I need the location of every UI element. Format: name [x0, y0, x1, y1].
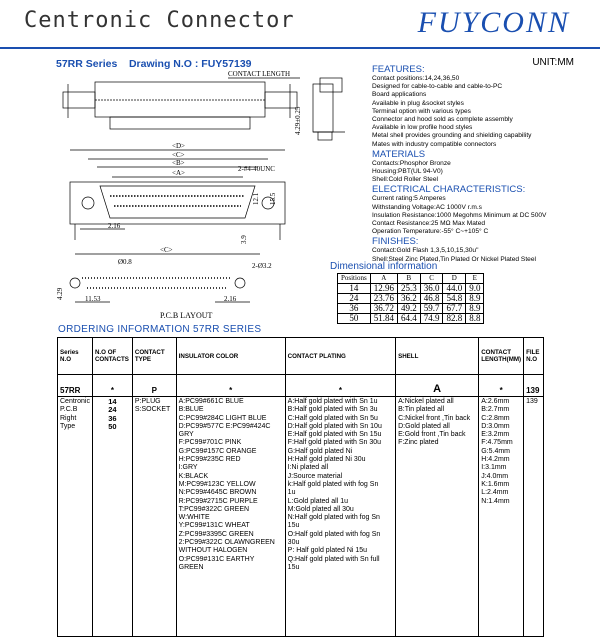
dimension-cell: 25.3 [397, 284, 420, 294]
dimension-cell: 46.8 [420, 294, 443, 304]
color-option: D:PC99#577C E:PC99#424C [178, 422, 271, 430]
shell-option: A:Nickel plated all [398, 398, 454, 405]
dimension-cell: 36.72 [370, 304, 397, 314]
color-option: H:PC99#235C RED [178, 456, 241, 464]
plating-option: k:Half gold plated with fog Sn [287, 480, 379, 488]
ordering-code-cell: * [92, 375, 132, 397]
contacts-option: 50 [108, 421, 117, 431]
shell-option: E:Gold front ,Tin back [398, 431, 466, 439]
pcb-dim-4-29: 4.29 [56, 287, 64, 300]
ordering-code-cell: 57RR [58, 375, 93, 397]
ordering-header-cell: FILE N.O [524, 338, 544, 375]
dimension-table [337, 273, 484, 324]
ordering-header-cell: N.O OF CONTACTS [92, 338, 132, 375]
dimension-cell: 44.0 [443, 284, 466, 294]
dimension-row [338, 314, 484, 324]
length-options [479, 397, 524, 637]
color-option: R:PC99#2715C PURPLE [178, 497, 258, 505]
ordering-header-cell: CONTACT LENGTH(MM) [479, 338, 524, 375]
color-option: O:PC99#131C EARTHY [178, 555, 255, 563]
dimension-header-cell: A [370, 274, 397, 284]
dimension-row [338, 284, 484, 294]
ordering-header-cell: CONTACT PLATING [285, 338, 395, 375]
brand-logo: FUYCONN [417, 6, 570, 39]
plating-option: F:Half gold plated with Sn 30u [287, 439, 382, 447]
pcb-hole-label: Ø0.8 [118, 258, 132, 266]
dim-b: <B> [172, 159, 185, 167]
dim-3-9: 3.9 [240, 235, 248, 244]
series-desc-line: P.C.B [60, 406, 78, 414]
length-option: I:3.1mm [481, 464, 507, 472]
color-option: W:WHITE [178, 514, 210, 522]
length-option: F:4.75mm [481, 439, 513, 447]
dim-15-5: 15.5 [269, 192, 277, 205]
color-option: F:PC99#701C PINK [178, 439, 242, 447]
series-desc-line: Centronic [60, 398, 90, 405]
pcb-dim-2-16: 2.16 [224, 295, 237, 303]
electrical-item: Current rating:5 Amperes [372, 195, 446, 203]
plating-option: 15u [287, 563, 300, 571]
contact-length-label: CONTACT LENGTH [228, 70, 291, 78]
electrical-list [372, 195, 592, 236]
finish-item: Shell:Steel Zinc Plated,Tin Plated Or Nickel Plated Steel [372, 255, 536, 263]
plating-option: E:Half gold plated with Sn 15u [287, 431, 382, 439]
electrical-title: ELECTRICAL CHARACTERISTICS: [372, 184, 526, 196]
finish-item: Contact:Gold Flash 1,3,5,10,15,30u" [372, 247, 479, 255]
dim-4-29: 4.29±0.25 [294, 106, 302, 135]
series-desc-line: Right [60, 414, 77, 422]
feature-item: Terminal option with various types [372, 107, 471, 115]
dimension-cell: 50 [338, 314, 371, 324]
plating-option: I:Ni plated all [287, 464, 329, 472]
feature-item: Available in plug &socket styles [372, 99, 464, 107]
dimension-cell: 67.7 [443, 304, 466, 314]
type-option: S:SOCKET [134, 406, 171, 414]
electrical-item: Withstanding Voltage:AC 1000V r.m.s [372, 203, 482, 211]
dim-2-16: 2.16 [108, 222, 121, 230]
finishes-title: FINISHES: [372, 236, 419, 248]
plating-option: B:Half gold plated with Sn 3u [287, 406, 378, 414]
plating-option: D:Half gold plated with Sn 10u [287, 422, 382, 430]
material-item: Housing:PBT(UL 94-V0) [372, 168, 443, 176]
ordering-header-cell: CONTACT TYPE [132, 338, 176, 375]
dim-a: <A> [172, 169, 185, 177]
dimension-cell: 36 [338, 304, 371, 314]
dimension-title: Dimensional information [330, 261, 438, 272]
feature-item: Connector and hood sold as complete assembly [372, 116, 513, 124]
dimension-cell: 82.8 [443, 314, 466, 324]
dimension-cell: 51.84 [370, 314, 397, 324]
ordering-code-cell: * [479, 375, 524, 397]
plating-option: P: Half gold plated Ni 15u [287, 547, 368, 555]
type-option: P:PLUG [134, 398, 161, 405]
shell-option: D:Gold plated all [398, 422, 450, 430]
plating-option: 1u [287, 489, 296, 497]
dimension-header-cell: B [397, 274, 420, 284]
dim-d: <D> [172, 142, 185, 150]
dimension-cell: 36.0 [420, 284, 443, 294]
length-option: B:2.7mm [481, 406, 510, 414]
dimension-cell: 49.2 [397, 304, 420, 314]
length-option: D:3.0mm [481, 422, 510, 430]
dimension-header-cell: C [420, 274, 443, 284]
material-item: Shell:Cold Roller Steel [372, 176, 438, 184]
electrical-item: Insulation Resistance:1000 Megohms Minimum at DC 500V [372, 211, 547, 219]
dimension-header-cell: D [443, 274, 466, 284]
dimension-cell: 9.0 [466, 284, 484, 294]
shell-options [396, 397, 479, 637]
dimension-cell: 23.76 [370, 294, 397, 304]
connector-side-view [313, 78, 345, 140]
pcb-mount-label: 2-Ø3.2 [252, 262, 272, 270]
plating-option: 15u [287, 522, 300, 530]
ordering-code-row [58, 375, 544, 397]
series-name: 57RR Series [56, 58, 118, 70]
plating-option: J:Source material [287, 472, 343, 480]
plating-option: Q:Half gold plated with Sn full [287, 555, 380, 563]
length-option: N:1.4mm [481, 497, 510, 505]
contacts-options [92, 397, 132, 637]
series-desc-line: Type [60, 422, 76, 430]
color-option: M:PC99#123C YELLOW [178, 480, 256, 488]
dim-12-1: 12.1 [252, 192, 260, 205]
ordering-title: ORDERING INFORMATION 57RR SERIES [58, 324, 262, 335]
plating-option: A:Half gold plated with Sn 1u [287, 398, 378, 405]
dimension-cell: 59.7 [420, 304, 443, 314]
dimension-row [338, 304, 484, 314]
length-option: L:2.4mm [481, 489, 509, 497]
shell-option: F:Zinc plated [398, 439, 439, 447]
technical-drawing [0, 0, 340, 320]
material-item: Contacts:Phosphor Bronze [372, 159, 451, 167]
color-option: C:PC99#284C LIGHT BLUE [178, 414, 267, 422]
feature-item: Mates with industry compatible connectors [372, 140, 497, 148]
color-option: K:BLACK [178, 472, 209, 480]
length-option: E:3.2mm [481, 431, 510, 439]
dimension-cell: 14 [338, 284, 371, 294]
dimension-cell: 8.9 [466, 294, 484, 304]
color-option: T:PC99#322C GREEN [178, 505, 250, 513]
shell-option: C:Nickel front ,Tin back [398, 414, 471, 422]
unit-label: UNIT:MM [532, 57, 574, 68]
plating-option: O:Half gold plated with fog Sn [287, 530, 381, 538]
dimension-cell: 64.4 [397, 314, 420, 324]
connector-top-view [63, 82, 297, 129]
dimension-table-header [338, 274, 484, 284]
features-title: FEATURES: [372, 64, 425, 75]
length-option: A:2.6mm [481, 398, 510, 405]
dimension-row [338, 294, 484, 304]
color-option: N:PC99#4645C BROWN [178, 489, 257, 497]
type-options [132, 397, 176, 637]
contacts-option: 36 [108, 413, 117, 423]
thread-label: 2-#4-40UNC [238, 165, 275, 173]
materials-list [372, 160, 592, 185]
electrical-item: Contact Resistance:25 MΩ Max Mated [372, 220, 486, 228]
color-option: GREEN [178, 563, 204, 571]
length-option: J:4.0mm [481, 472, 509, 480]
ordering-header-cell: Series N.O [58, 338, 93, 375]
plating-option: H:Half gold plated Ni 30u [287, 456, 366, 464]
color-option: 2:PC99#322C OLAWNGREEN [178, 539, 275, 547]
electrical-item: Operation Temperature:-55° C~+105° C [372, 228, 489, 236]
dimension-cell: 12.96 [370, 284, 397, 294]
drawing-number: Drawing N.O : FUY57139 [128, 58, 252, 70]
ordering-table [57, 337, 544, 637]
dimension-cell: 74.9 [420, 314, 443, 324]
feature-item: Metal shell provides grounding and shielding capability [372, 132, 532, 140]
feature-item: Contact positions:14,24,36,50 [372, 75, 460, 82]
file-number: 139 [524, 397, 544, 637]
plating-option: 30u [287, 539, 300, 547]
ordering-code-cell: * [285, 375, 395, 397]
ordering-code-cell: * [176, 375, 285, 397]
pcb-dim-c: <C> [160, 246, 173, 254]
shell-option: B:Tin plated all [398, 406, 445, 414]
length-option: K:1.6mm [481, 480, 510, 488]
plating-option: C:Half gold plated with Sn 5u [287, 414, 378, 422]
connector-front-view [70, 182, 285, 240]
color-option: B:BLUE [178, 406, 204, 414]
dimension-cell: 8.8 [466, 314, 484, 324]
length-option: H:4.2mm [481, 456, 510, 464]
length-option: C:2.8mm [481, 414, 510, 422]
color-options [176, 397, 285, 637]
ordering-header-cell: INSULATOR COLOR [176, 338, 285, 375]
plating-option: M:Gold plated all 30u [287, 505, 354, 513]
color-option: GRY [178, 431, 194, 439]
color-option: Y:PC99#131C WHEAT [178, 522, 250, 530]
pcb-dim-11-53: 11.53 [85, 295, 101, 303]
length-option: G:5.4mm [481, 447, 511, 455]
page-title: Centronic Connector [24, 8, 295, 33]
features-list [372, 75, 592, 149]
color-option: A:PC99#661C BLUE [178, 398, 244, 405]
feature-item: Designed for cable-to-cable and cable-to-PC [372, 83, 503, 91]
feature-item: Available in low profile hood styles [372, 124, 473, 132]
pcb-layout-label: P.C.B LAYOUT [160, 311, 213, 320]
ordering-options-row [58, 397, 544, 637]
color-option: WITHOUT HALOGEN [178, 547, 248, 555]
dimension-header-cell: Positions [338, 274, 371, 284]
ordering-code-cell: A [396, 375, 479, 397]
color-option: G:PC99#157C ORANGE [178, 447, 257, 455]
plating-option: G:Half gold plated Ni [287, 447, 353, 455]
ordering-code-cell: P [132, 375, 176, 397]
dim-c: <C> [172, 151, 185, 159]
series-description [58, 397, 93, 637]
color-option: I:GRY [178, 464, 198, 472]
dimension-cell: 36.2 [397, 294, 420, 304]
dimension-header-cell: E [466, 274, 484, 284]
dimension-cell: 24 [338, 294, 371, 304]
features-section [372, 64, 592, 264]
color-option: Z:PC99#3395C GREEN [178, 530, 254, 538]
materials-title: MATERIALS [372, 148, 426, 160]
pcb-layout [70, 278, 245, 288]
ordering-table-header [58, 338, 544, 375]
ordering-code-cell: 139 [524, 375, 544, 397]
contacts-option: 24 [108, 405, 117, 415]
plating-options [285, 397, 395, 637]
dimension-cell: 54.8 [443, 294, 466, 304]
contacts-option: 14 [108, 397, 117, 406]
plating-option: L:Gold plated all 1u [287, 497, 348, 505]
ordering-header-cell: SHELL [396, 338, 479, 375]
dimension-cell: 8.9 [466, 304, 484, 314]
feature-item: Board applications [372, 91, 427, 99]
plating-option: N:Half gold plated with fog Sn [287, 514, 380, 522]
